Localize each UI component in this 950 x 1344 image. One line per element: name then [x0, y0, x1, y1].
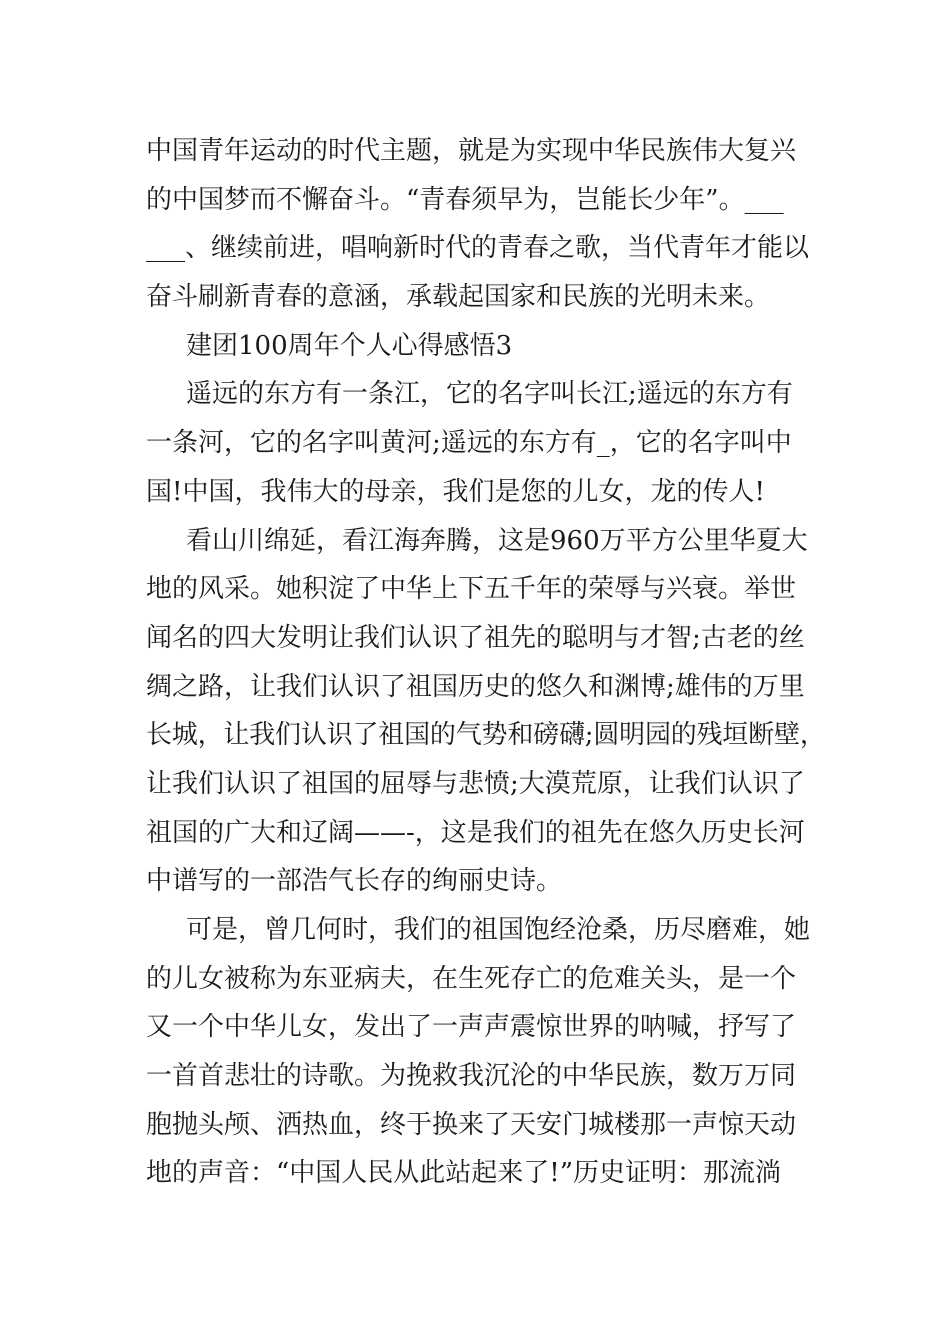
- text-line: 胞抛头颅、洒热血，终于换来了天安门城楼那一声惊天动: [146, 1109, 797, 1140]
- text-line: 长城，让我们认识了祖国的气势和磅礴;圆明园的残垣断壁，: [146, 720, 826, 751]
- text-line: 可是，曾几何时，我们的祖国饱经沧桑，历尽磨难，她: [186, 915, 811, 945]
- document-body: [146, 127, 826, 1198]
- text-line: 又一个中华儿女，发出了一声声震惊世界的呐喊，抒写了: [146, 1012, 797, 1043]
- text-line: 的中国梦而不懈奋斗。“青春须早为，岂能长少年”。___: [146, 184, 784, 215]
- text-line: 国!中国，我伟大的母亲，我们是您的儿女，龙的传人!: [146, 476, 765, 507]
- text-line: 让我们认识了祖国的屈辱与悲愤;大漠荒原，让我们认识了: [146, 768, 805, 799]
- section-heading: 建团100周年个人心得感悟3: [186, 330, 513, 361]
- text-line: 中谱写的一部浩气长存的绚丽史诗。: [146, 866, 563, 897]
- text-line: 的儿女被称为东亚病夫，在生死存亡的危难关头，是一个: [146, 963, 797, 994]
- text-line: 奋斗刷新青春的意涵，承载起国家和民族的光明未来。: [146, 282, 771, 313]
- text-line: 祖国的广大和辽阔——-，这是我们的祖先在悠久历史长河: [146, 817, 805, 848]
- text-line: ___、继续前进，唱响新时代的青春之歌，当代青年才能以: [146, 233, 810, 264]
- text-line: 地的声音：“中国人民从此站起来了!”历史证明：那流淌: [146, 1158, 782, 1189]
- text-line: 地的风采。她积淀了中华上下五千年的荣辱与兴衰。举世: [146, 574, 797, 605]
- text-line: 遥远的东方有一条江，它的名字叫长江;遥远的东方有: [186, 379, 793, 410]
- text-line: 绸之路，让我们认识了祖国历史的悠久和渊博;雄伟的万里: [146, 671, 805, 702]
- text-line: 闻名的四大发明让我们认识了祖先的聪明与才智;古老的丝: [146, 622, 805, 653]
- text-line: 中国青年运动的时代主题，就是为实现中华民族伟大复兴: [146, 136, 797, 166]
- text-line: 看山川绵延，看江海奔腾，这是960万平方公里华夏大: [186, 525, 808, 556]
- text-line: 一首首悲壮的诗歌。为挽救我沉沦的中华民族，数万万同: [146, 1061, 797, 1092]
- text-line: 一条河，它的名字叫黄河;遥远的东方有_，它的名字叫中: [146, 428, 792, 459]
